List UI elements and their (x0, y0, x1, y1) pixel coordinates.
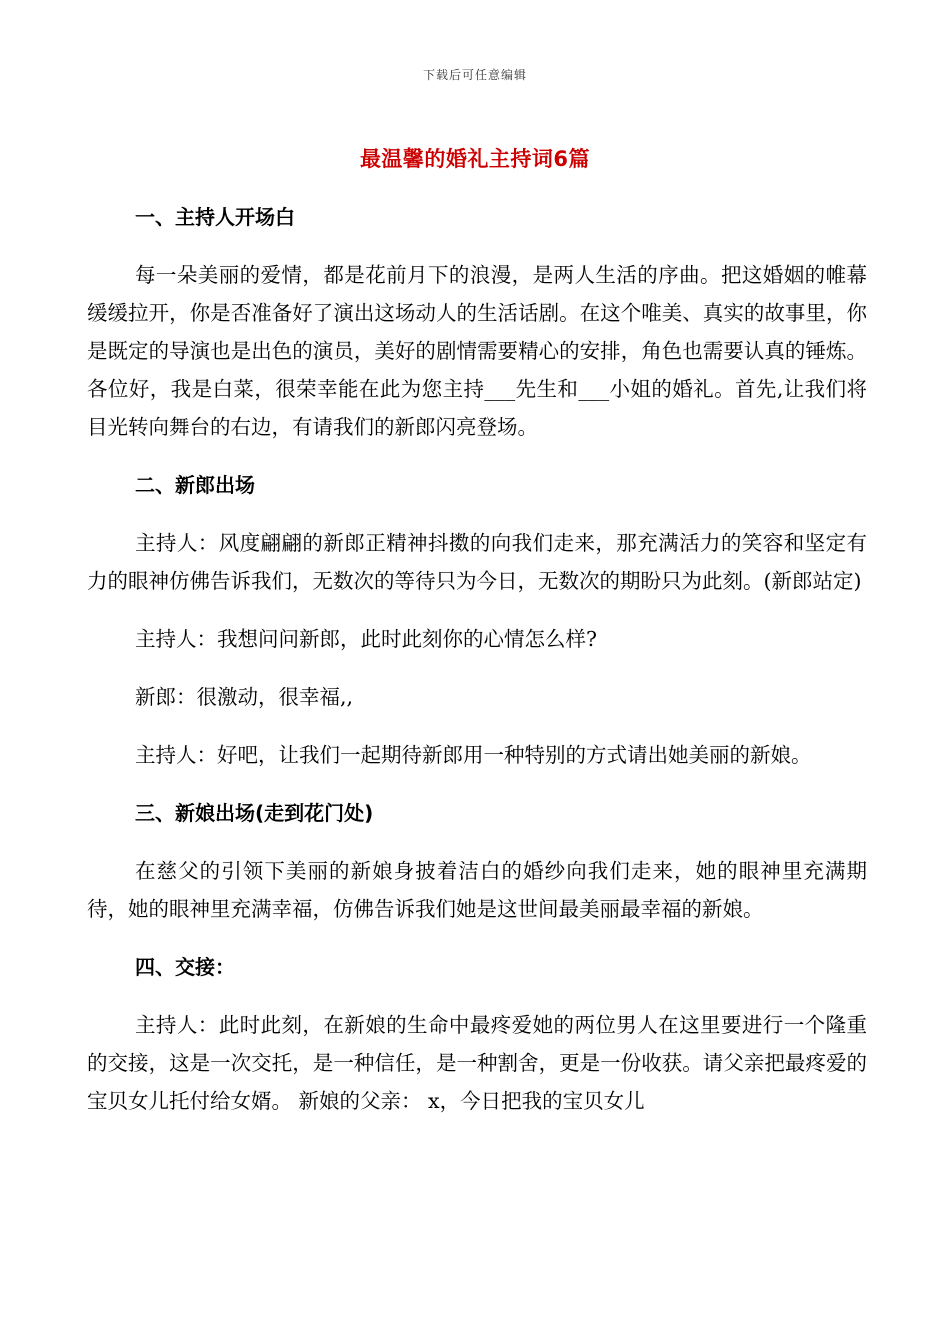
paragraph: 主持人：此时此刻，在新娘的生命中最疼爱她的两位男人在这里要进行一个隆重的交接，这是一次交托，是一种信任，是一种割舍，更是一份收获。请父亲把最疼爱的宝贝女儿托付给女婿。 新娘的父亲： x，今日把我的宝贝女儿 (87, 1013, 867, 1113)
paragraph: 新郎：很激动，很幸福,, (135, 685, 354, 709)
paragraph: 主持人：好吧，让我们一起期待新郎用一种特别的方式请出她美丽的新娘。 (135, 743, 812, 767)
document-body (87, 198, 867, 1140)
section-heading-bride-entrance: 三、新娘出场(走到花门处) (135, 801, 374, 825)
section-heading-groom-entrance: 二、新郎出场 (135, 473, 255, 497)
paragraph: 在慈父的引领下美丽的新娘身披着洁白的婚纱向我们走来，她的眼神里充满期待，她的眼神里充满幸福，仿佛告诉我们她是这世间最美丽最幸福的新娘。 (87, 859, 867, 921)
paragraph: 主持人：我想问问新郎，此时此刻你的心情怎么样? (135, 627, 597, 651)
section-heading-handover: 四、交接： (135, 955, 235, 979)
header-note: 下载后可任意编辑 (422, 68, 527, 82)
section-heading-opening: 一、主持人开场白 (135, 205, 295, 229)
paragraph: 每一朵美丽的爱情，都是花前月下的浪漫，是两人生活的序曲。把这婚姻的帷幕缓缓拉开，你是否准备好了演出这场动人的生活话剧。在这个唯美、真实的故事里，你是既定的导演也是出色的演员，美好的剧情需要精心的安排，角色也需要认真的锤炼。各位好，我是白菜，很荣幸能在此为您主持___先生和___小姐的婚礼。首先,让我们将目光转向舞台的右边，有请我们的新郎闪亮登场。 (87, 263, 867, 439)
document-title: 最温馨的婚礼主持词6篇 (359, 147, 591, 171)
paragraph: 主持人：风度翩翩的新郎正精神抖擞的向我们走来，那充满活力的笑容和坚定有力的眼神仿佛告诉我们，无数次的等待只为今日，无数次的期盼只为此刻。(新郎站定) (87, 531, 867, 593)
